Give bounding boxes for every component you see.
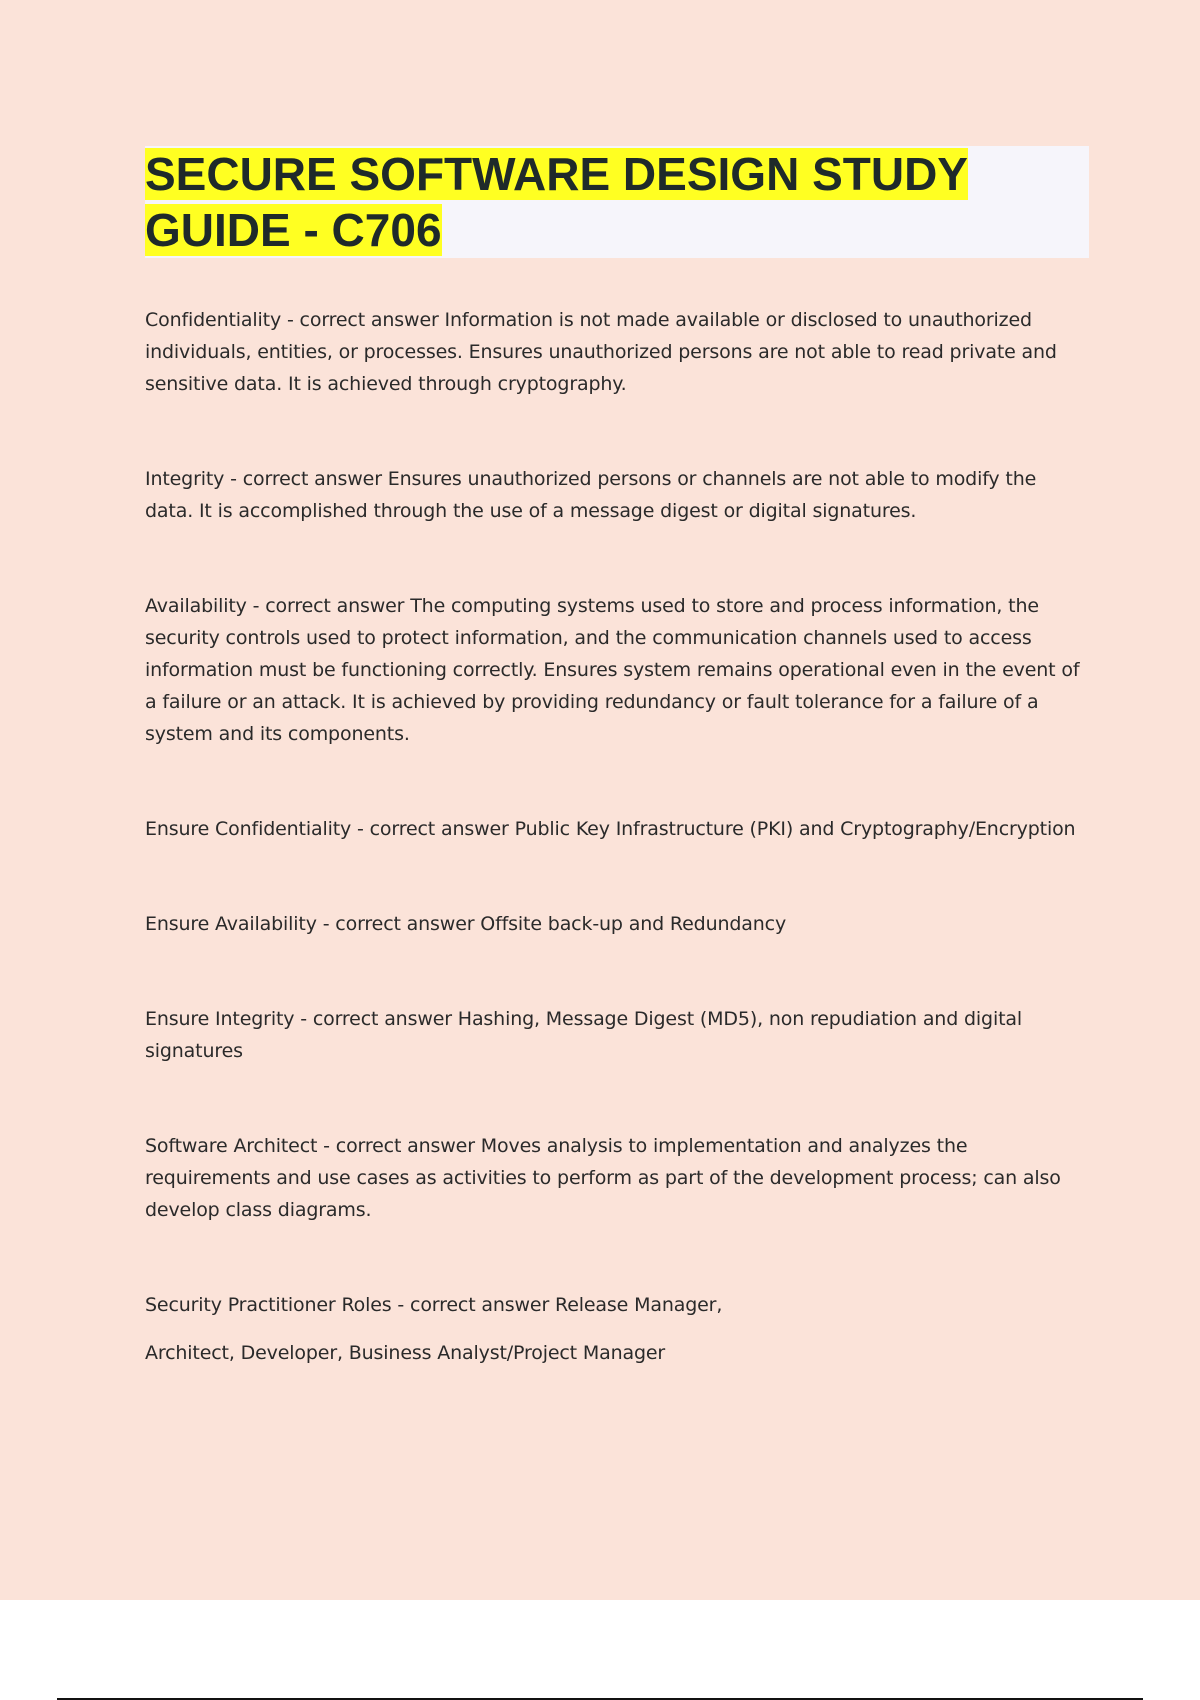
- entry-integrity: Integrity - correct answer Ensures unauthorized persons or channels are not able to modify the data. It is accomplished through the use of a message digest or digital signatures.: [145, 468, 1037, 522]
- study-guide-entries: [145, 304, 1090, 1369]
- entry-ensure-integrity: Ensure Integrity - correct answer Hashing, Message Digest (MD5), non repudiation and digital signatures: [145, 1008, 1023, 1062]
- entry-software-architect: Software Architect - correct answer Moves analysis to implementation and analyzes the requirements and use cases as activities to perform as part of the development process; can also develop class diagrams.: [145, 1135, 1061, 1221]
- entry-roles-continuation: Architect, Developer, Business Analyst/Project Manager: [145, 1342, 666, 1364]
- entry-availability: Availability - correct answer The computing systems used to store and process information, the security controls used to protect information, and the communication channels used to access information must be functioning correctly. Ensures system remains operational even in the event of a failure or an attack. It is achieved by providing redundancy or fault tolerance for a failure of a system and its components.: [145, 595, 1080, 745]
- entry-security-practitioner-roles: Security Practitioner Roles - correct answer Release Manager,: [145, 1294, 723, 1316]
- document-title: [145, 146, 1089, 258]
- entry-ensure-confidentiality: Ensure Confidentiality - correct answer Public Key Infrastructure (PKI) and Cryptography/Encryption: [145, 818, 1076, 840]
- title-highlight: SECURE SOFTWARE DESIGN STUDY GUIDE - C706: [145, 148, 968, 256]
- entry-ensure-availability: Ensure Availability - correct answer Offsite back-up and Redundancy: [145, 913, 787, 935]
- entry-confidentiality: Confidentiality - correct answer Information is not made available or disclosed to unauthorized individuals, entities, or processes. Ensures unauthorized persons are not able to read private and sensitive data. It is achieved through cryptography.: [145, 309, 1057, 395]
